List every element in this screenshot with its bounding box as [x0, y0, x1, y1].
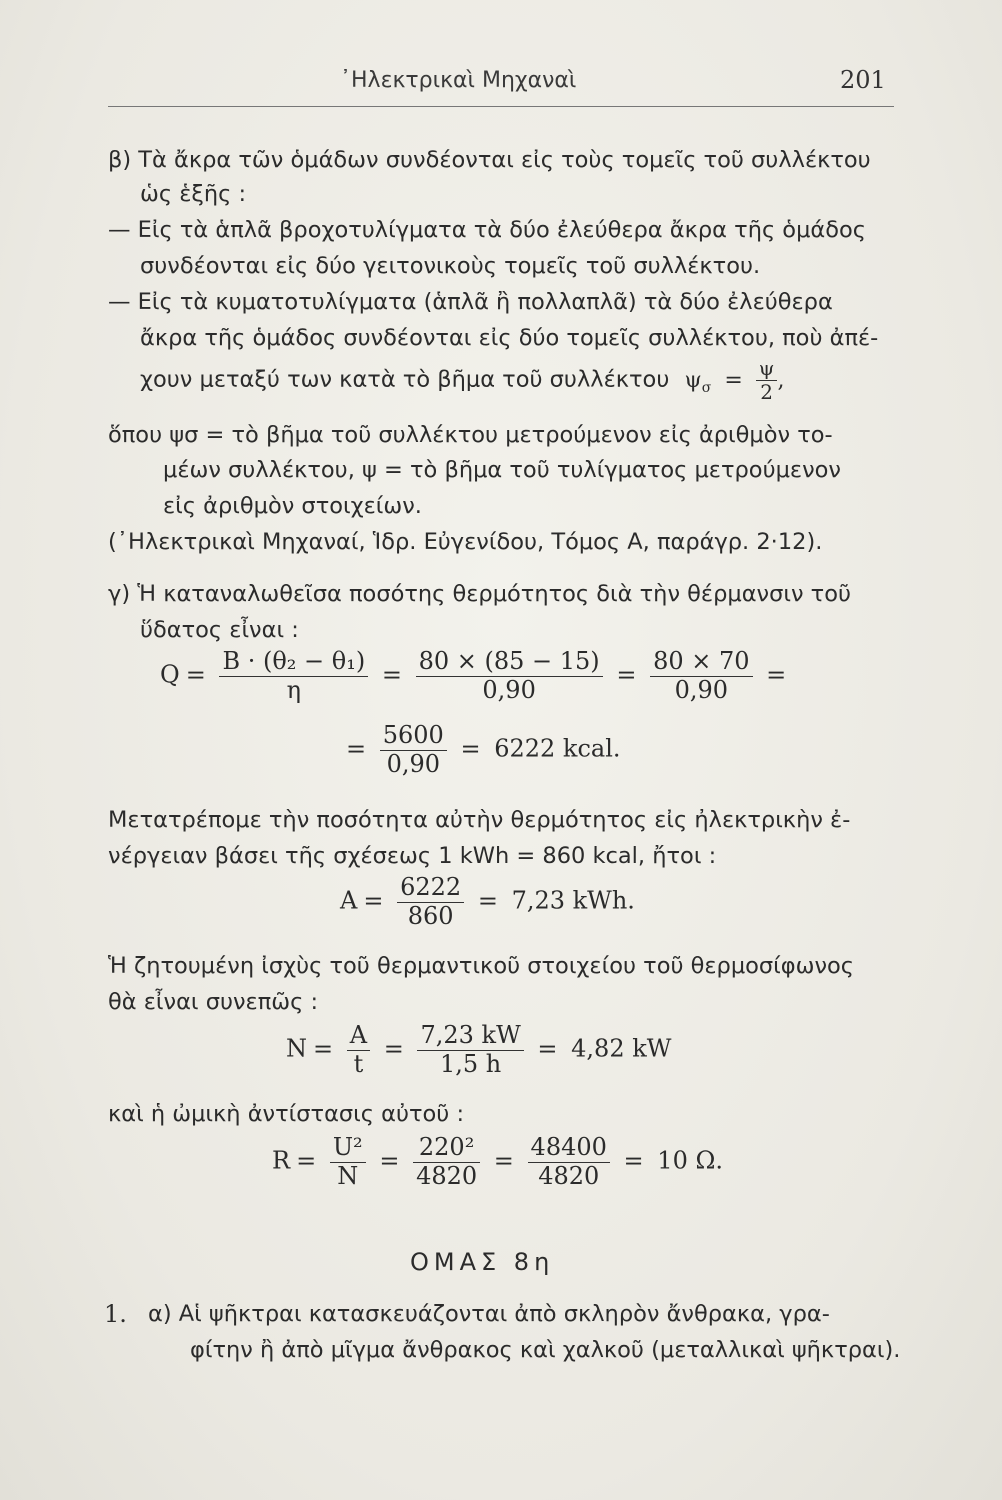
- energy-equation: A = $\frac{6222}{860}$ = 7,23 kWh.: [340, 873, 635, 930]
- heat-formula-denominator: η: [286, 675, 302, 704]
- group-8-heading: ΟΜΑΣ 8η: [410, 1248, 555, 1276]
- resistance-numeric-fraction: [413, 1134, 480, 1190]
- resistance-symbolic-fraction: [330, 1134, 366, 1190]
- bullet-2-line-3: [140, 357, 784, 404]
- power-line-2: θὰ εἶναι συνεπῶς :: [108, 989, 319, 1015]
- resistance-simplified-denominator: 4820: [538, 1161, 600, 1190]
- item-1-number: 1.: [104, 1300, 127, 1328]
- power-result: 4,82 kW: [571, 1034, 672, 1063]
- running-header-title: ᾿Ηλεκτρικαὶ Μηχαναὶ: [340, 68, 577, 93]
- heat-product-numerator: 80 × 70: [650, 648, 752, 677]
- heat-result-equation: = $\frac{5600}{0,90}$ = 6222 kcal.: [346, 721, 621, 778]
- resistance-numeric-denominator: 4820: [416, 1161, 478, 1190]
- power-numeric-denominator: 1,5 h: [439, 1049, 502, 1078]
- section-c-line-1: γ) Ἡ καταναλωθεῖσα ποσότης θερμότητος διὰ τὴν θέρμανσιν τοῦ: [108, 581, 852, 607]
- heat-result-denominator: 0,90: [386, 749, 440, 778]
- header-rule: [108, 106, 894, 107]
- bullet-1-line-1: — Εἰς τὰ ἁπλᾶ βροχοτυλίγματα τὰ δύο ἐλεύθερα ἄκρα τῆς ὁμάδος: [108, 217, 866, 243]
- item-1-line-2: φίτην ἢ ἀπὸ μῖγμα ἄνθρακος καὶ χαλκοῦ (μεταλλικαὶ ψῆκτραι).: [190, 1337, 901, 1363]
- resistance-numeric-numerator: 220²: [413, 1134, 480, 1163]
- resistance-simplified-numerator: 48400: [528, 1134, 610, 1163]
- energy-result: 7,23 kWh.: [511, 886, 635, 915]
- resistance-symbolic-denominator: N: [337, 1161, 359, 1190]
- heat-formula-numerator: B · (θ₂ − θ₁): [219, 648, 368, 677]
- where-line-1: ὅπου ψσ = τὸ βῆμα τοῦ συλλέκτου μετρούμενον εἰς ἀριθμὸν το-: [108, 422, 833, 448]
- heat-quantity-equation: Q = $\frac{\text{B · (θ₂ − θ₁)}}{\eta}$ = $\frac{80 \times (85 - 15)}{0,90}$ = $\frac{80 \times 70}{0,90}$ =: [160, 647, 787, 704]
- energy-fraction: [397, 874, 464, 930]
- energy-denominator: 860: [407, 901, 454, 930]
- section-c-line-2: ὕδατος εἶναι :: [140, 617, 299, 643]
- conversion-line-1: Μετατρέπομε τὴν ποσότητα αὐτὴν θερμότητος εἰς ἠλεκτρικὴν ἐ-: [108, 807, 851, 833]
- psi-fraction-denominator: 2: [760, 380, 773, 404]
- resistance-simplified-fraction: [528, 1134, 610, 1190]
- reference-line: (᾿Ηλεκτρικαὶ Μηχαναί, Ἱδρ. Εὐγενίδου, Τόμος Α, παράγρ. 2·12).: [108, 529, 823, 555]
- power-symbolic-denominator: t: [353, 1049, 364, 1078]
- heat-result-numerator: 5600: [380, 722, 447, 751]
- where-line-3: εἰς ἀριθμὸν στοιχείων.: [163, 493, 422, 519]
- page-number: 201: [840, 66, 886, 94]
- heat-substitution-fraction: [416, 648, 603, 704]
- where-line-2: μέων συλλέκτου, ψ = τὸ βῆμα τοῦ τυλίγματος μετρούμενον: [163, 457, 841, 483]
- heat-result-value: 6222 kcal.: [494, 734, 621, 763]
- heat-substitution-denominator: 0,90: [482, 675, 536, 704]
- collector-pitch-formula: $\psi_\sigma$ = $\frac{\psi}{2}$ ,: [684, 356, 785, 404]
- psi-fraction-numerator: ψ: [756, 357, 778, 381]
- psi-subscript: σ: [701, 379, 712, 396]
- resistance-result: 10 Ω.: [657, 1146, 723, 1175]
- heat-formula-fraction: [219, 648, 368, 704]
- heat-substitution-numerator: 80 × (85 − 15): [416, 648, 603, 677]
- energy-numerator: 6222: [397, 874, 464, 903]
- r-symbol: R: [272, 1146, 291, 1175]
- heat-product-fraction: [650, 648, 752, 704]
- a-symbol: A: [340, 886, 358, 915]
- psi-symbol: ψ: [684, 367, 702, 393]
- power-line-1: Ἡ ζητουμένη ἰσχὺς τοῦ θερμαντικοῦ στοιχείου τοῦ θερμοσίφωνος: [108, 953, 855, 979]
- heat-product-denominator: 0,90: [674, 675, 728, 704]
- conversion-line-2: νέργειαν βάσει τῆς σχέσεως 1 kWh = 860 kcal, ἤτοι :: [108, 843, 717, 869]
- item-1-line-1: α) Αἱ ψῆκτραι κατασκευάζονται ἀπὸ σκληρὸν ἄνθρακα, γρα-: [148, 1301, 830, 1327]
- resistance-equation: R = $\frac{\text{U²}}{N}$ = $\frac{\text{220²}}{4820}$ = $\frac{48400}{4820}$ = 10 Ω.: [272, 1133, 723, 1190]
- power-symbolic-fraction: [347, 1022, 370, 1078]
- q-symbol: Q: [160, 660, 180, 689]
- resistance-line: καὶ ἡ ὠμικὴ ἀντίστασις αὐτοῦ :: [108, 1101, 465, 1127]
- n-symbol: N: [286, 1034, 307, 1063]
- bullet-2-line-3-text: χουν μεταξύ των κατὰ τὸ βῆμα τοῦ συλλέκτου: [140, 366, 670, 393]
- resistance-symbolic-numerator: U²: [330, 1134, 366, 1163]
- power-equation: N = $\frac{A}{t}$ = $\frac{7,23 kW}{1,5 h}$ = 4,82 kW: [286, 1021, 672, 1078]
- bullet-2-line-1: — Εἰς τὰ κυματοτυλίγματα (ἁπλᾶ ἢ πολλαπλᾶ) τὰ δύο ἐλεύθερα: [108, 289, 833, 315]
- bullet-2-line-2: ἄκρα τῆς ὁμάδος συνδέονται εἰς δύο τομεῖς συλλέκτου, ποὺ ἀπέ-: [140, 325, 879, 351]
- section-b-line-2: ὡς ἑξῆς :: [140, 181, 247, 207]
- heat-result-fraction: [380, 722, 447, 778]
- power-numeric-fraction: [417, 1022, 523, 1078]
- psi-over-two-fraction: [756, 357, 778, 404]
- bullet-1-line-2: συνδέονται εἰς δύο γειτονικοὺς τομεῖς τοῦ συλλέκτου.: [140, 253, 761, 279]
- power-symbolic-numerator: A: [347, 1022, 370, 1051]
- power-numeric-numerator: 7,23 kW: [417, 1022, 523, 1051]
- section-b-line-1: β) Τὰ ἄκρα τῶν ὁμάδων συνδέονται εἰς τοὺς τομεῖς τοῦ συλλέκτου: [108, 147, 871, 173]
